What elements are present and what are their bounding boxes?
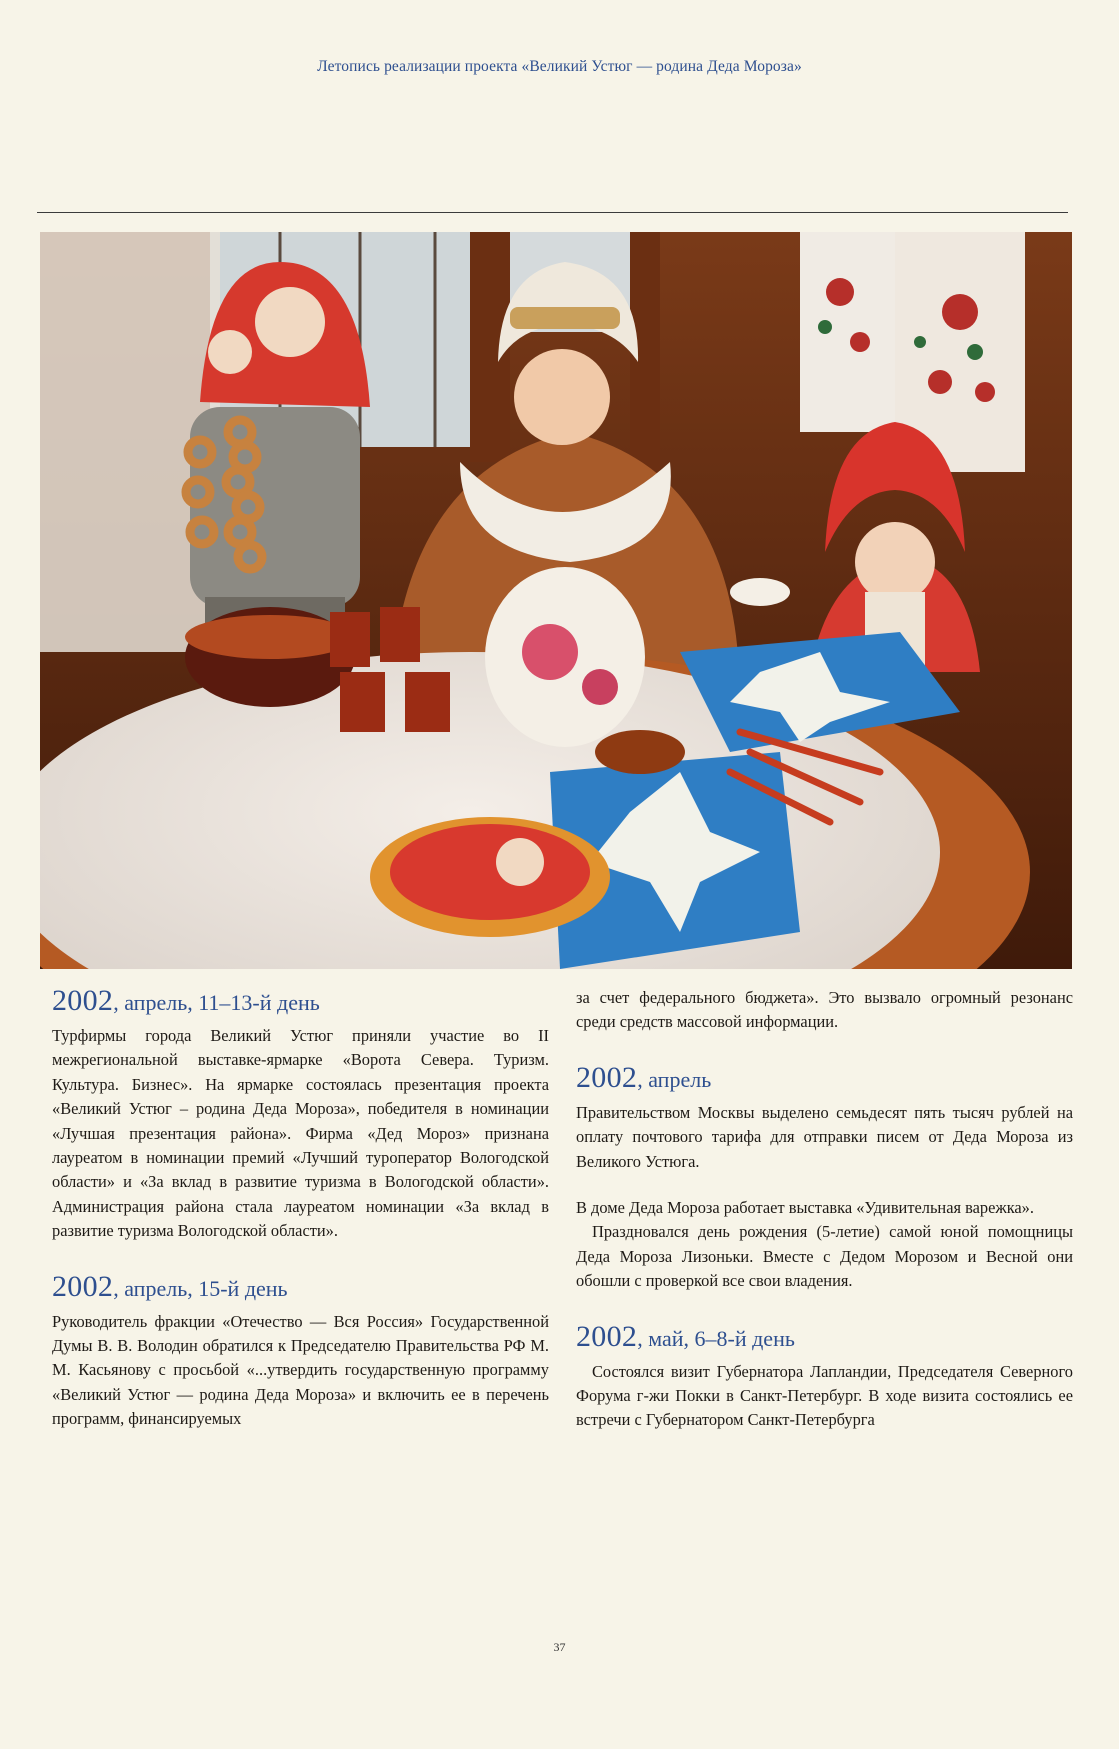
entry-heading bbox=[52, 986, 549, 1018]
entry-date: , апрель, 15-й день bbox=[113, 1275, 288, 1301]
running-head: Летопись реализации проекта «Великий Устюг — родина Деда Мороза» bbox=[317, 58, 802, 75]
header-rule bbox=[37, 212, 1068, 213]
entry-text: Руководитель фракции «Отечество — Вся Россия» Государственной Думы В. В. Володин обратился к Председателю Правительства РФ М. М. Касьянову с просьбой «...утвердить государственную программу «Великий Устюг — родина Деда Мороза» и включить ее в перечень программ, финансируемых bbox=[52, 1311, 549, 1429]
entry-text: В доме Деда Мороза работает выставка «Удивительная варежка». bbox=[576, 1198, 1034, 1218]
entry-date: , апрель, 11–13-й день bbox=[113, 990, 320, 1015]
entry-year: 2002 bbox=[52, 1269, 114, 1303]
entry-heading bbox=[576, 1319, 1073, 1354]
photo-illustration bbox=[40, 232, 1072, 969]
continued-text: за счет федерального бюджета». Это вызвало огромный резонанс среди средств массовой информации. bbox=[576, 988, 1073, 1032]
entry-year: 2002 bbox=[576, 1060, 638, 1094]
entry-year: 2002 bbox=[52, 984, 114, 1017]
entry-heading bbox=[52, 1269, 549, 1304]
entry-year: 2002 bbox=[576, 1319, 638, 1353]
right-column bbox=[576, 986, 1073, 1433]
entry-date: , апрель bbox=[637, 1066, 712, 1092]
entry-text: Турфирмы города Великий Устюг приняли участие во II межрегиональной выставке-ярмарке «Ворота Севера. Туризм. Культура. Бизнес». На ярмарке состоялась презентация проекта «Великий Устюг – родина Деда Мороза», победителя в номинации «Лучшая презентация района». Фирма «Дед Мороз» признана лауреатом в номинации премий «Лучший туроператор Вологодской области» и «За вклад в развитие туризма в Вологодской области». Администрация района стала лауреатом номинации «За вклад в развитие туризма Вологодской области». bbox=[52, 1026, 549, 1241]
page-number: 37 bbox=[553, 1640, 566, 1654]
left-column bbox=[52, 986, 549, 1432]
photo-tea-party bbox=[40, 232, 1072, 969]
entry-heading bbox=[576, 1060, 1073, 1095]
entry-text: Правительством Москвы выделено семьдесят пять тысяч рублей на оплату почтового тарифа для отправки писем от Деда Мороза из Великого Устюга. bbox=[576, 1102, 1073, 1171]
entry-date: , май, 6–8-й день bbox=[637, 1325, 795, 1351]
entry-text: Состоялся визит Губернатора Лапландии, Председателя Северного Форума г-жи Покки в Санкт-Петербург. В ходе визита состоялись ее встречи с Губернатором Санкт-Петербурга bbox=[576, 1361, 1073, 1430]
entry-text: Праздновался день рождения (5-летие) самой юной помощницы Деда Мороза Лизоньки. Вместе с Дедом Морозом и Весной они обошли с проверкой все свои владения. bbox=[576, 1222, 1073, 1291]
